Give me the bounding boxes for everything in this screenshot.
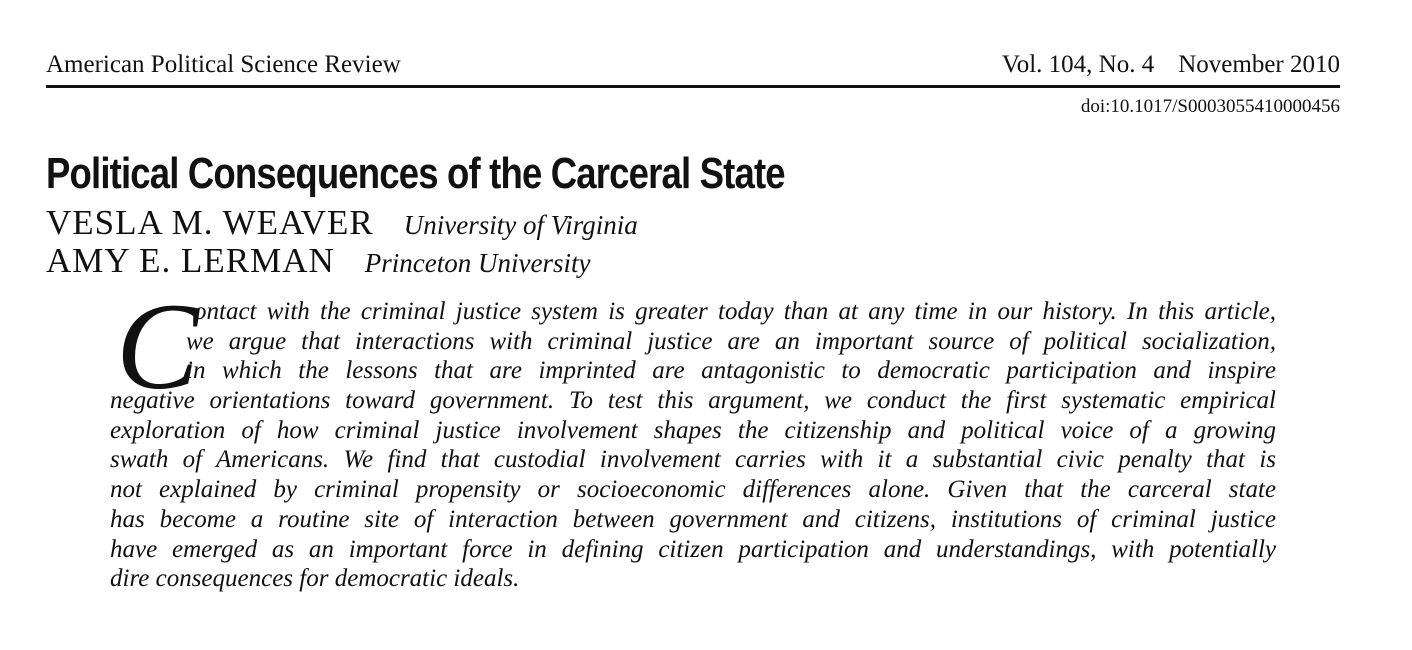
abstract-line: we argue that interactions with criminal justice are an important source of political socialization,: [186, 327, 1276, 355]
abstract-line: exploration of how criminal justice involvement shapes the citizenship and political voice of a growing: [110, 416, 1276, 444]
abstract-line: not explained by criminal propensity or socioeconomic differences alone. Given that the carceral state: [110, 476, 1276, 504]
abstract-line: have emerged as an important force in defining citizen participation and understandings, with potentially: [110, 535, 1276, 563]
abstract-line: negative orientations toward government. To test this argument, we conduct the first systematic empirical: [110, 387, 1276, 415]
doi: doi:10.1017/S0003055410000456: [1080, 96, 1340, 117]
running-header: [46, 48, 1340, 82]
author-name: AMY E. LERMAN: [46, 241, 335, 280]
volume-issue: Vol. 104, No. 4: [1001, 51, 1155, 78]
abstract-line: swath of Americans. We find that custodial involvement carries with it a substantial civic penalty that is: [110, 446, 1276, 474]
issue-info: [1002, 48, 1340, 82]
abstract-line: in which the lessons that are imprinted are antagonistic to democratic participation and inspire: [186, 357, 1276, 385]
abstract-line: dire consequences for democratic ideals.: [110, 565, 520, 593]
header-rule: [46, 85, 1340, 88]
issue-date: November 2010: [1178, 51, 1340, 78]
abstract: [110, 278, 1276, 594]
author-affiliation: Princeton University: [364, 248, 591, 278]
article-title: Political Consequences of the Carceral State: [46, 149, 785, 198]
journal-name: American Political Science Review: [46, 51, 401, 78]
author-affiliation: University of Virginia: [403, 210, 638, 240]
author-name: VESLA M. WEAVER: [46, 203, 374, 242]
abstract-line: has become a routine site of interaction between government and citizens, institutions of criminal justice: [110, 505, 1276, 533]
drop-cap: C: [116, 278, 199, 415]
abstract-line: ontact with the criminal justice system is greater today than at any time in our history. In this article,: [194, 298, 1276, 325]
